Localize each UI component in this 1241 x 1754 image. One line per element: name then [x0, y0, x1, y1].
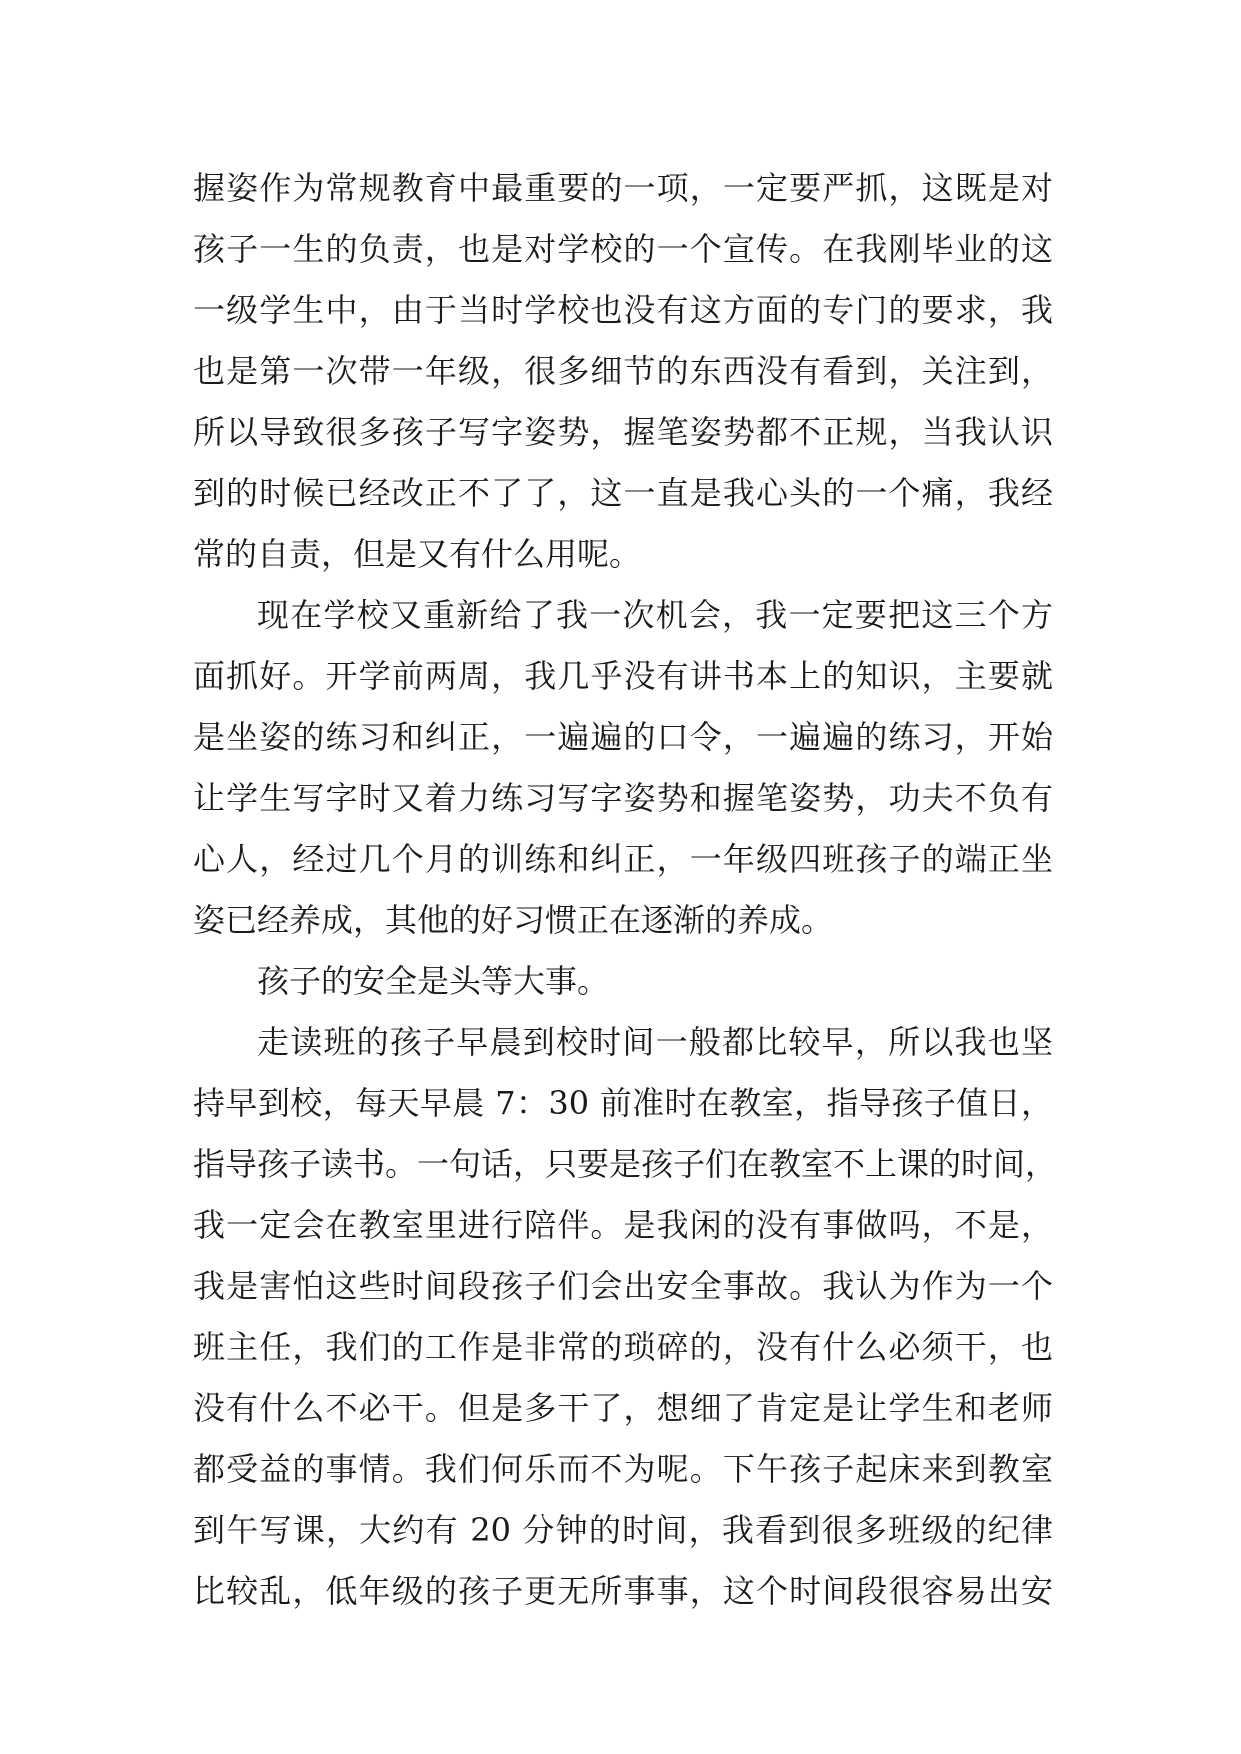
paragraph-safety-heading [193, 951, 1053, 1012]
text-line: 一级学生中，由于当时学校也没有这方面的专门的要求，我 [193, 291, 1053, 329]
text-line: 孩子的安全是头等大事。 [257, 962, 610, 1000]
body-text [193, 158, 1058, 1622]
text-line: 都受益的事情。我们何乐而不为呢。下午孩子起床来到教室 [193, 1450, 1053, 1488]
text-line: 姿已经养成，其他的好习惯正在逐渐的养成。 [193, 901, 834, 939]
text-line: 持早到校，每天早晨 7：30 前准时在教室，指导孩子值日， [193, 1084, 1053, 1122]
paragraph-commuter-students [193, 1012, 1058, 1622]
text-line: 也是第一次带一年级，很多细节的东西没有看到，关注到， [193, 352, 1053, 390]
text-line: 让学生写字时又着力练习写字姿势和握笔姿势，功夫不负有 [193, 779, 1053, 817]
text-line: 孩子一生的负责，也是对学校的一个宣传。在我刚毕业的这 [193, 230, 1053, 268]
text-line: 常的自责，但是又有什么用呢。 [193, 535, 642, 573]
paragraph-new-opportunity [193, 585, 1053, 951]
text-line: 握姿作为常规教育中最重要的一项，一定要严抓，这既是对 [193, 169, 1053, 207]
text-line: 所以导致很多孩子写字姿势，握笔姿势都不正规，当我认识 [193, 413, 1053, 451]
text-line: 心人，经过几个月的训练和纠正，一年级四班孩子的端正坐 [193, 840, 1053, 878]
text-line: 走读班的孩子早晨到校时间一般都比较早，所以我也坚 [257, 1023, 1053, 1061]
text-line: 到午写课，大约有 20 分钟的时间，我看到很多班级的纪律 [193, 1511, 1053, 1549]
text-line: 我是害怕这些时间段孩子们会出安全事故。我认为作为一个 [193, 1267, 1053, 1305]
text-line: 指导孩子读书。一句话，只要是孩子们在教室不上课的时间， [193, 1145, 1058, 1183]
text-line: 没有什么不必干。但是多干了，想细了肯定是让学生和老师 [193, 1389, 1053, 1427]
text-line: 班主任，我们的工作是非常的琐碎的，没有什么必须干，也 [193, 1328, 1053, 1366]
paragraph-handwriting-posture [193, 158, 1053, 585]
text-line: 我一定会在教室里进行陪伴。是我闲的没有事做吗，不是， [193, 1206, 1053, 1244]
text-line: 比较乱，低年级的孩子更无所事事，这个时间段很容易出安 [193, 1572, 1053, 1610]
text-line: 现在学校又重新给了我一次机会，我一定要把这三个方 [257, 596, 1053, 634]
text-line: 是坐姿的练习和纠正，一遍遍的口令，一遍遍的练习，开始 [193, 718, 1053, 756]
text-line: 面抓好。开学前两周，我几乎没有讲书本上的知识，主要就 [193, 657, 1053, 695]
text-line: 到的时候已经改正不了了，这一直是我心头的一个痛，我经 [193, 474, 1053, 512]
